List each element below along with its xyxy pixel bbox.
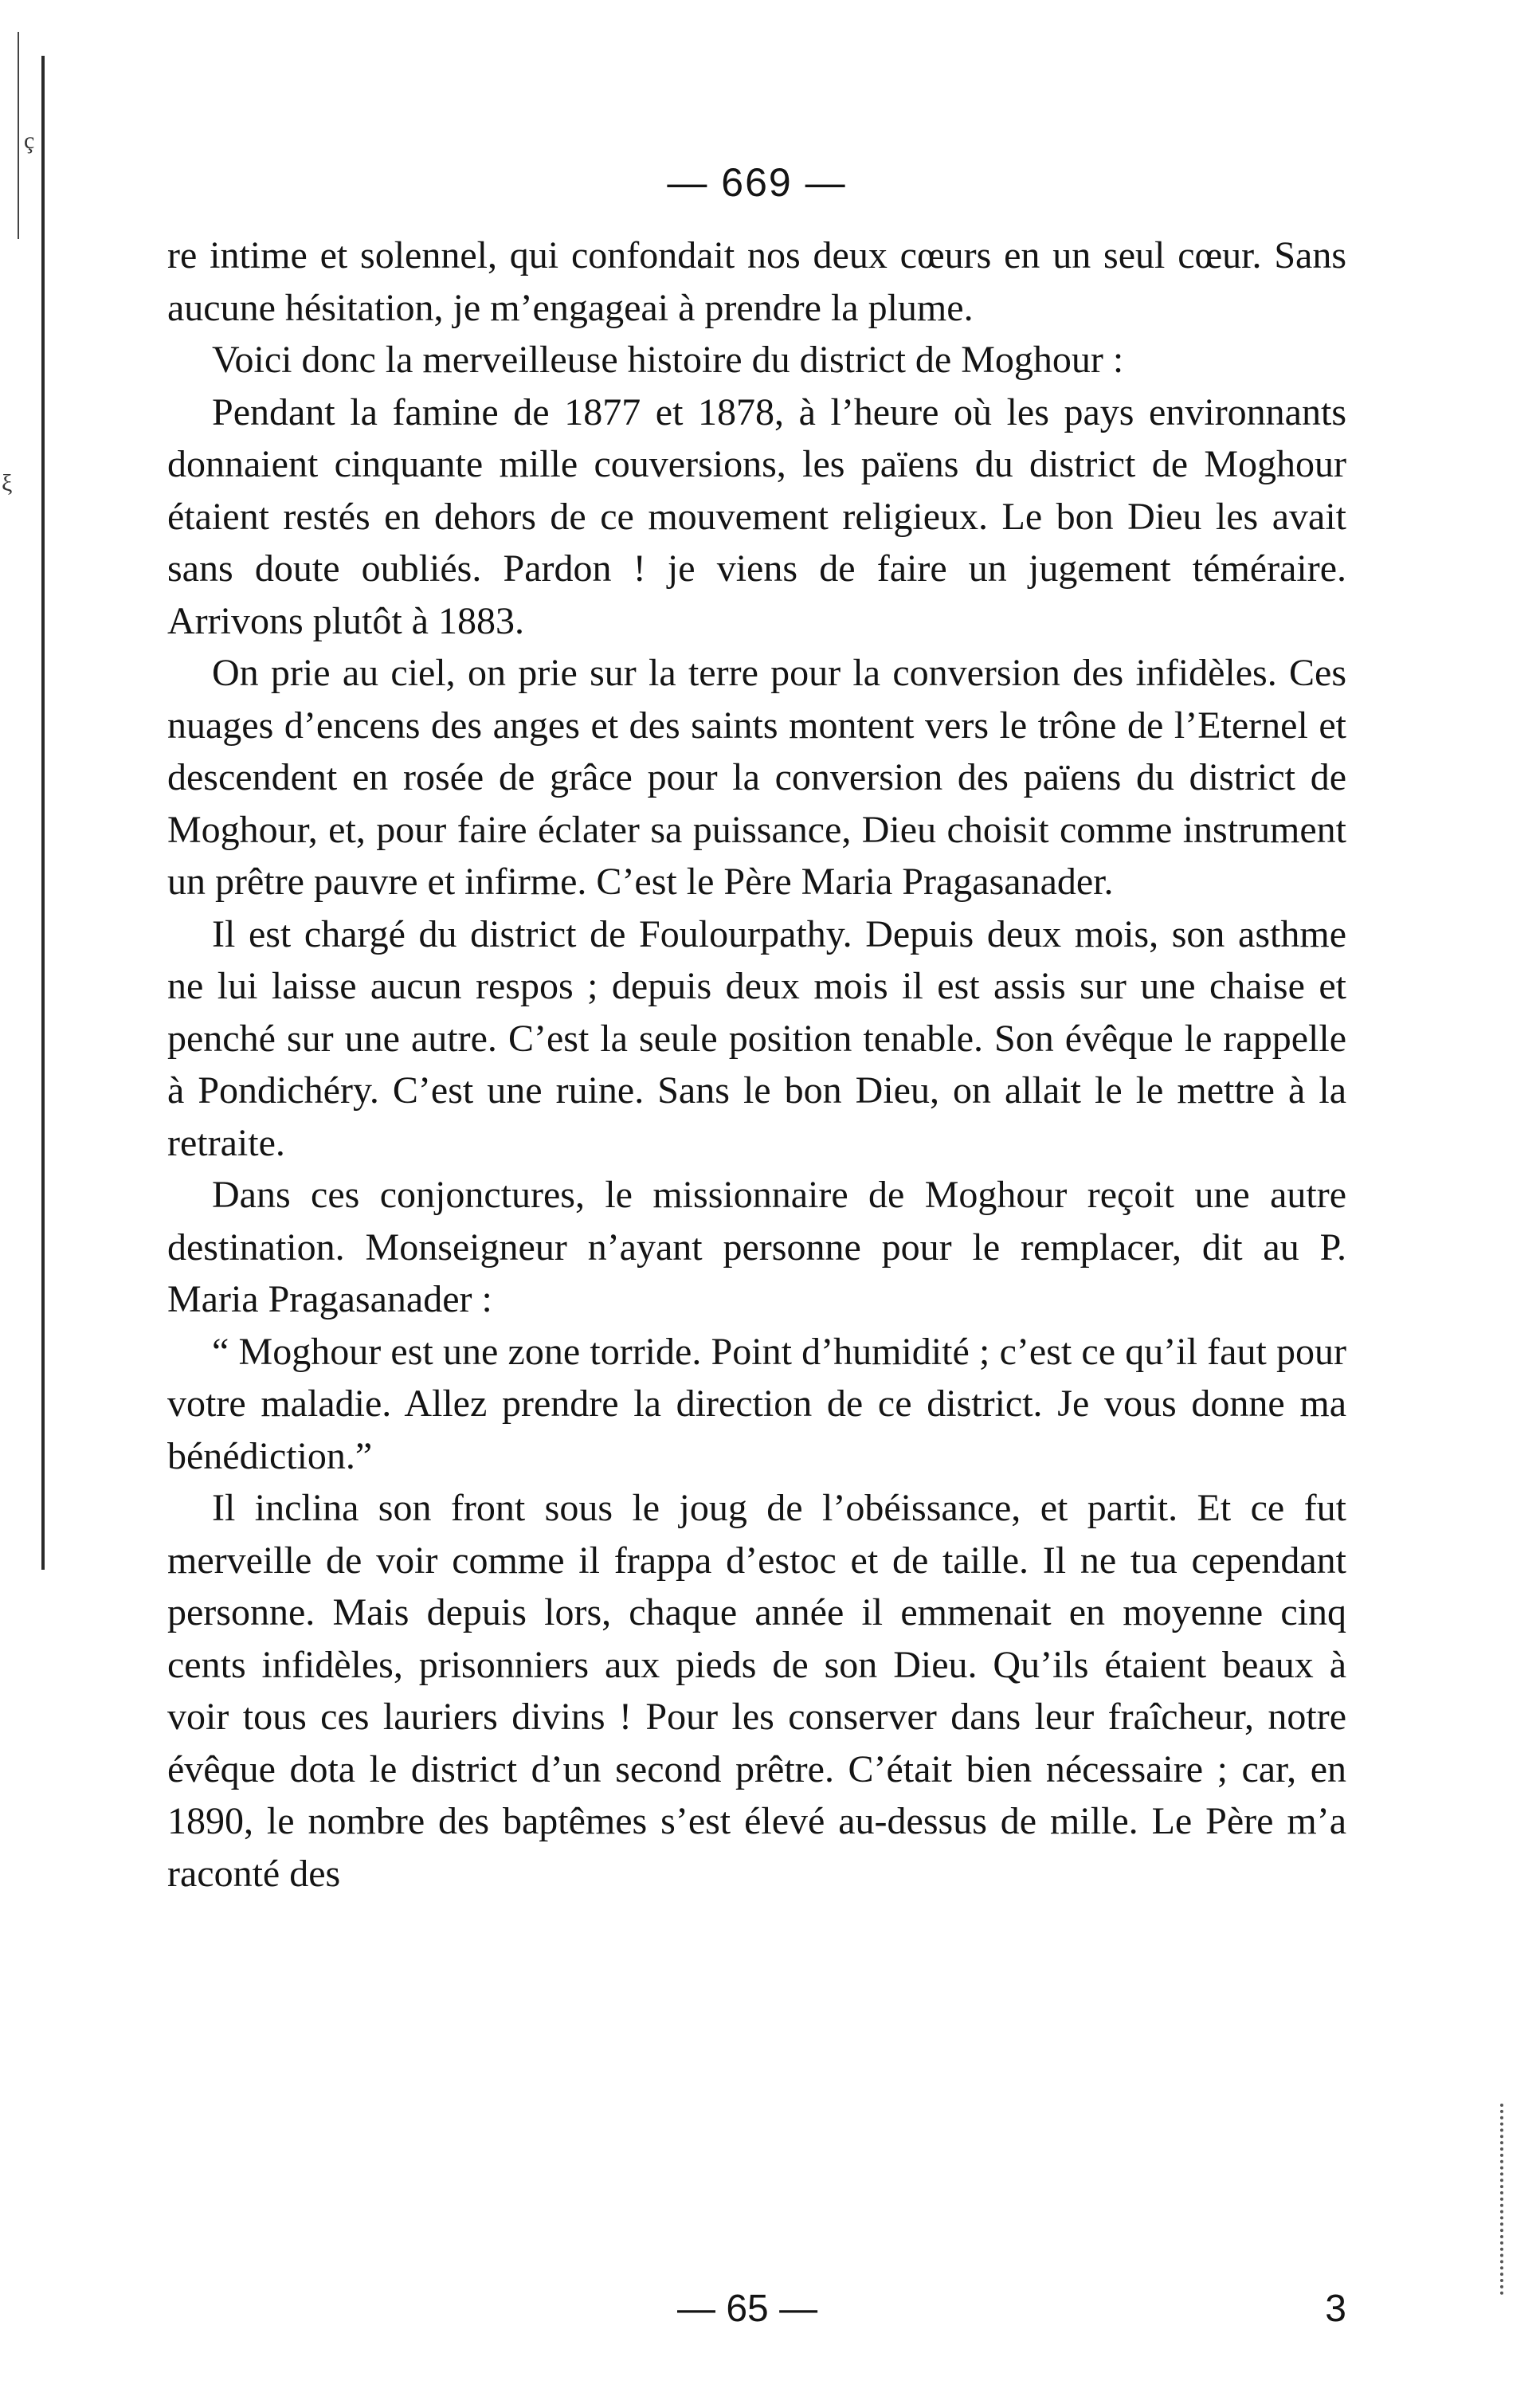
margin-mark: ç [24, 127, 35, 154]
margin-mark: ξ [2, 470, 13, 496]
paragraph: re intime et solennel, qui confondait nos deux cœurs en un seul cœur. Sans aucune hésitation, je m’engageai à prendre la plume. [167, 234, 1346, 329]
page-number: — 669 — [667, 160, 847, 205]
paragraph: Dans ces conjonctures, le missionnaire de Moghour reçoit une autre destination. Monseigneur n’ayant personne pour le remplacer, dit au P. Maria Pragasanader : [167, 1174, 1346, 1320]
paragraph: On prie au ciel, on prie sur la terre pour la conversion des infidèles. Ces nuages d’encens des anges et des saints montent vers le trône de l’Eternel et descendent en rosée de grâce pour la conversion des païens du district de Moghour, et, pour faire éclater sa puissance, Dieu choisit comme instrument un prêtre pauvre et infirme. C’est le Père Maria Pragasanader. [167, 652, 1346, 903]
binding-edge-line-secondary [18, 32, 19, 239]
document-page [167, 159, 1346, 1900]
binding-edge-line [41, 56, 45, 1570]
paragraph: “ Moghour est une zone torride. Point d’humidité ; c’est ce qu’il faut pour votre maladie. Allez prendre la direction de ce district. Je vous donne ma bénédiction.” [167, 1330, 1346, 1477]
quire-number: 3 [1325, 2288, 1346, 2330]
margin-dots [1500, 2104, 1508, 2295]
paragraph: Il inclina son front sous le joug de l’obéissance, et partit. Et ce fut merveille de voir comme il frappa d’estoc et de taille. Il ne tua cependant personne. Mais depuis lors, chaque année il emmenait en moyenne cinq cents infidèles, prisonniers aux pieds de son Dieu. Qu’ils étaient beaux à voir tous ces lauriers divins ! Pour les conserver dans leur fraîcheur, notre évêque dota le district d’un second prêtre. C’était bien nécessaire ; car, en 1890, le nombre des baptêmes s’est élevé au-dessus de mille. Le Père m’a raconté des [167, 1487, 1346, 1895]
paragraph: Voici donc la merveilleuse histoire du district de Moghour : [212, 339, 1124, 381]
paragraph: Il est chargé du district de Foulourpathy. Depuis deux mois, son asthme ne lui laisse aucun respos ; depuis deux mois il est assis sur une chaise et penché sur une autre. C’est la seule position tenable. Son évêque le rappelle à Pondichéry. C’est une ruine. Sans le bon Dieu, on allait le le mettre à la retraite. [167, 912, 1346, 1164]
signature-mark: — 65 — [677, 2288, 818, 2330]
body-text [167, 229, 1346, 1900]
paragraph: Pendant la famine de 1877 et 1878, à l’heure où les pays environnants donnaient cinquante mille couversions, les païens du district de Moghour étaient restés en dehors de ce mouvement religieux. Le bon Dieu les avait sans doute oubliés. Pardon ! je viens de faire un jugement téméraire. Arrivons plutôt à 1883. [167, 390, 1346, 642]
